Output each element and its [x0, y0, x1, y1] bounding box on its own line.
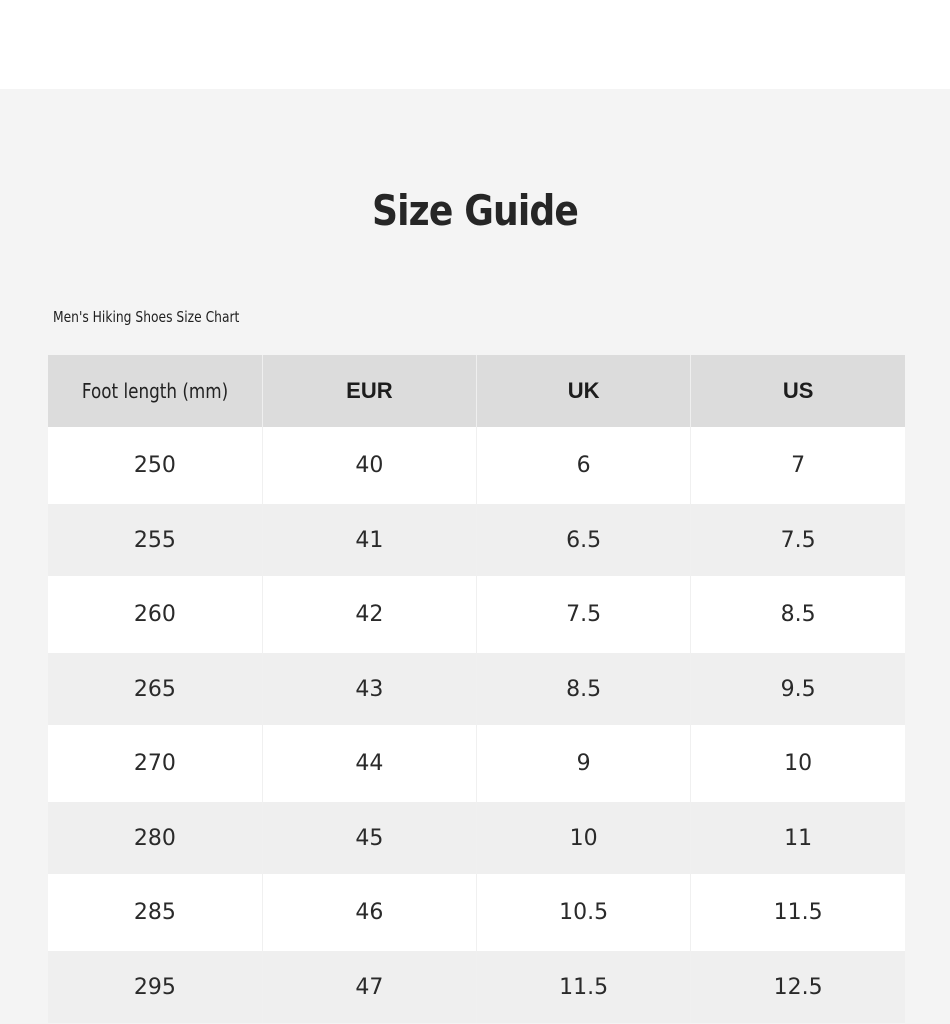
uk-size-cell: 9 [477, 725, 691, 802]
size-chart-caption: Men's Hiking Shoes Size Chart [53, 308, 240, 326]
eur-size-cell: 47 [262, 951, 476, 1023]
table-header-row [48, 355, 905, 427]
us-size-cell: 9.5 [691, 653, 905, 725]
uk-size-cell: 10.5 [477, 874, 691, 951]
uk-size-cell: 7.5 [477, 576, 691, 653]
eur-size-cell: 42 [262, 576, 476, 653]
table-row [48, 802, 905, 874]
column-header-eur: EUR [262, 355, 476, 427]
foot-length-cell: 285 [48, 874, 262, 951]
table-row [48, 504, 905, 576]
us-size-cell: 7.5 [691, 504, 905, 576]
column-header-us: US [691, 355, 905, 427]
table-row [48, 874, 905, 951]
us-size-cell: 11.5 [691, 874, 905, 951]
eur-size-cell: 46 [262, 874, 476, 951]
page-title: Size Guide [372, 186, 578, 235]
us-size-cell: 7 [691, 427, 905, 504]
size-chart-table [48, 355, 905, 1023]
foot-length-cell: 295 [48, 951, 262, 1023]
us-size-cell: 10 [691, 725, 905, 802]
foot-length-cell: 265 [48, 653, 262, 725]
foot-length-cell: 255 [48, 504, 262, 576]
foot-length-cell: 280 [48, 802, 262, 874]
table-row [48, 653, 905, 725]
eur-size-cell: 44 [262, 725, 476, 802]
foot-length-cell: 270 [48, 725, 262, 802]
table-row [48, 951, 905, 1023]
us-size-cell: 12.5 [691, 951, 905, 1023]
eur-size-cell: 45 [262, 802, 476, 874]
uk-size-cell: 6 [477, 427, 691, 504]
uk-size-cell: 8.5 [477, 653, 691, 725]
eur-size-cell: 40 [262, 427, 476, 504]
top-band [0, 0, 950, 89]
uk-size-cell: 11.5 [477, 951, 691, 1023]
us-size-cell: 11 [691, 802, 905, 874]
table-row [48, 427, 905, 504]
column-header-uk: UK [477, 355, 691, 427]
eur-size-cell: 41 [262, 504, 476, 576]
table-row [48, 725, 905, 802]
foot-length-cell: 260 [48, 576, 262, 653]
us-size-cell: 8.5 [691, 576, 905, 653]
uk-size-cell: 6.5 [477, 504, 691, 576]
table-row [48, 576, 905, 653]
eur-size-cell: 43 [262, 653, 476, 725]
uk-size-cell: 10 [477, 802, 691, 874]
column-header-foot-length: Foot length (mm) [48, 355, 262, 427]
foot-length-cell: 250 [48, 427, 262, 504]
